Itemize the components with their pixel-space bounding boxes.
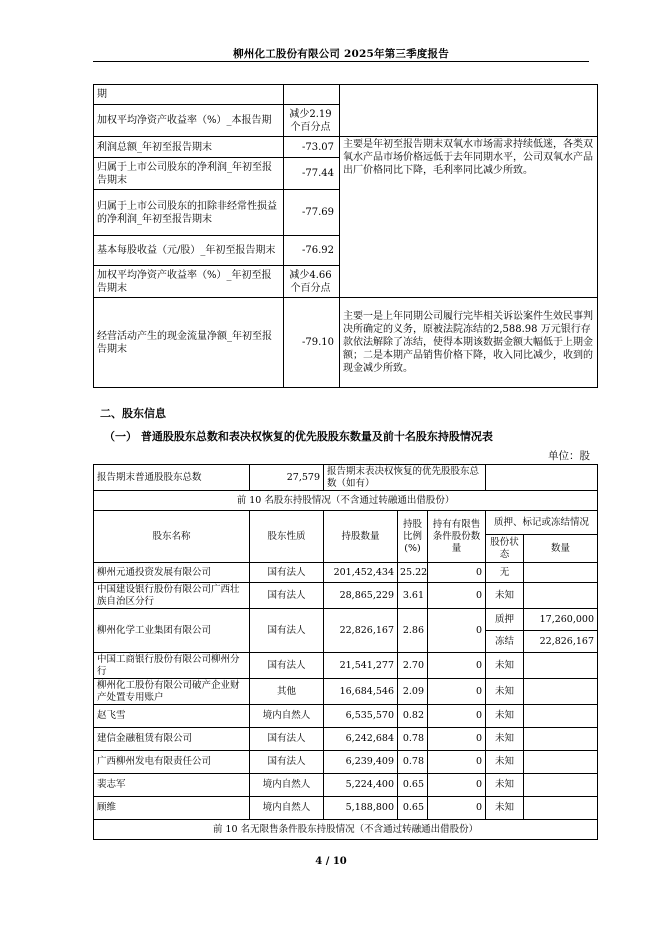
header-shares: 持股数量 — [324, 511, 398, 563]
holder-name: 赵飞雪 — [94, 705, 250, 728]
holder-name: 中国工商银行股份有限公司柳州分行 — [94, 653, 250, 679]
holder-shares: 6,535,570 — [324, 705, 398, 728]
indicator-name: 归属于上市公司股东的扣除非经常性损益的净利润_年初至报告期末 — [94, 190, 284, 236]
header-restricted: 持有有限售条件股份数量 — [428, 511, 486, 563]
holder-nature: 国有法人 — [250, 583, 324, 609]
unrestricted-title: 前 10 名无限售条件股东持股情况（不含通过转融通出借股份） — [94, 820, 598, 840]
holder-shares: 16,684,546 — [324, 679, 398, 705]
holder-qty — [524, 705, 598, 728]
indicator-name: 加权平均净资产收益率（%）_本报告期 — [94, 105, 284, 137]
table-row — [94, 705, 598, 728]
holder-restricted: 0 — [428, 679, 486, 705]
holder-shares: 5,188,800 — [324, 797, 398, 820]
holder-shares: 6,239,409 — [324, 751, 398, 774]
holder-nature: 境内自然人 — [250, 774, 324, 797]
preferred-holders-value — [486, 465, 598, 491]
holder-status: 未知 — [486, 679, 524, 705]
holder-status: 冻结 — [486, 631, 524, 653]
holder-name: 建信金融租赁有限公司 — [94, 728, 250, 751]
indicator-name: 归属于上市公司股东的净利润_年初至报告期末 — [94, 158, 284, 190]
page-header: 柳州化工股份有限公司 2025年第三季度报告 — [233, 48, 449, 60]
total-holders-label: 报告期末普通股股东总数 — [94, 465, 250, 491]
holder-nature: 境内自然人 — [250, 797, 324, 820]
holder-shares: 6,242,684 — [324, 728, 398, 751]
holder-shares: 21,541,277 — [324, 653, 398, 679]
holder-qty — [524, 774, 598, 797]
holder-name: 柳州化学工业集团有限公司 — [94, 609, 250, 653]
holder-status: 未知 — [486, 774, 524, 797]
indicator-reason — [340, 85, 598, 137]
holder-ratio: 2.86 — [398, 609, 428, 653]
holder-shares: 22,826,167 — [324, 609, 398, 653]
header-ratio: 持股比例(%) — [398, 511, 428, 563]
table-row — [94, 137, 598, 158]
indicator-reason: 主要一是上年同期公司履行完毕相关诉讼案件生效民事判决所确定的义务，原被法院冻结的2,588.98 万元银行存款依法解除了冻结，使得本期该数据金额大幅低于上期金额；二是本期产品销售价格下降，收入同比减少，收到的现金减少所致。 — [340, 298, 598, 388]
holder-name: 中国建设银行股份有限公司广西壮族自治区分行 — [94, 583, 250, 609]
holder-nature: 其他 — [250, 679, 324, 705]
table-row — [94, 609, 598, 631]
table-row — [94, 751, 598, 774]
indicator-value: 减少2.19个百分点 — [284, 105, 340, 137]
header-pledge: 质押、标记或冻结情况 — [486, 511, 598, 535]
holder-restricted: 0 — [428, 705, 486, 728]
header-qty: 数量 — [524, 535, 598, 563]
holder-qty — [524, 563, 598, 583]
indicator-name: 期 — [94, 85, 284, 105]
indicator-name: 加权平均净资产收益率（%）_年初至报告期末 — [94, 266, 284, 298]
indicator-value: -76.92 — [284, 236, 340, 266]
table-row — [94, 298, 598, 388]
holder-qty — [524, 728, 598, 751]
table-row — [94, 465, 598, 491]
table-row — [94, 653, 598, 679]
holder-status: 未知 — [486, 797, 524, 820]
holder-status: 未知 — [486, 583, 524, 609]
indicator-value: -77.69 — [284, 190, 340, 236]
indicator-name: 利润总额_年初至报告期末 — [94, 137, 284, 158]
holder-nature: 国有法人 — [250, 609, 324, 653]
holder-restricted: 0 — [428, 609, 486, 653]
holder-restricted: 0 — [428, 728, 486, 751]
table-row — [94, 679, 598, 705]
holder-name: 广西柳州发电有限责任公司 — [94, 751, 250, 774]
indicator-value: -77.44 — [284, 158, 340, 190]
holder-restricted: 0 — [428, 751, 486, 774]
holder-qty — [524, 583, 598, 609]
table-row — [94, 563, 598, 583]
holder-shares: 201,452,434 — [324, 563, 398, 583]
holder-restricted: 0 — [428, 563, 486, 583]
subsection-title: （一） 普通股股东总数和表决权恢复的优先股股东数量及前十名股东持股情况表 — [104, 430, 493, 443]
holder-shares: 28,865,229 — [324, 583, 398, 609]
unit-label: 单位：股 — [548, 450, 590, 462]
holder-qty: 17,260,000 — [524, 609, 598, 631]
holder-name: 裴志军 — [94, 774, 250, 797]
holder-name: 柳州元通投资发展有限公司 — [94, 563, 250, 583]
header-status: 股份状态 — [486, 535, 524, 563]
holder-nature: 国有法人 — [250, 728, 324, 751]
holder-qty: 22,826,167 — [524, 631, 598, 653]
holder-ratio: 2.70 — [398, 653, 428, 679]
holder-name: 顾维 — [94, 797, 250, 820]
holder-qty — [524, 797, 598, 820]
indicator-name: 基本每股收益（元/股）_年初至报告期末 — [94, 236, 284, 266]
table-row — [94, 491, 598, 511]
table-header-row — [94, 511, 598, 535]
holder-status: 未知 — [486, 653, 524, 679]
indicator-value: 减少4.66个百分点 — [284, 266, 340, 298]
holder-status: 质押 — [486, 609, 524, 631]
holder-ratio: 0.82 — [398, 705, 428, 728]
top10-title: 前 10 名股东持股情况（不含通过转融通出借股份） — [94, 491, 598, 511]
table-row — [94, 797, 598, 820]
holder-restricted: 0 — [428, 797, 486, 820]
holder-restricted: 0 — [428, 583, 486, 609]
indicator-value — [284, 85, 340, 105]
holder-ratio: 2.09 — [398, 679, 428, 705]
holder-status: 未知 — [486, 705, 524, 728]
header-nature: 股东性质 — [250, 511, 324, 563]
table-row — [94, 583, 598, 609]
holder-nature: 境内自然人 — [250, 705, 324, 728]
holder-ratio: 3.61 — [398, 583, 428, 609]
table-row — [94, 728, 598, 751]
total-holders-value: 27,579 — [250, 465, 324, 491]
holder-status: 未知 — [486, 728, 524, 751]
holder-ratio: 0.65 — [398, 797, 428, 820]
holder-nature: 国有法人 — [250, 751, 324, 774]
holder-nature: 国有法人 — [250, 563, 324, 583]
holder-shares: 5,224,400 — [324, 774, 398, 797]
holder-qty — [524, 751, 598, 774]
preferred-holders-label: 报告期末表决权恢复的优先股股东总数（如有） — [324, 465, 486, 491]
indicator-value: -73.07 — [284, 137, 340, 158]
holder-ratio: 25.22 — [398, 563, 428, 583]
holder-ratio: 0.78 — [398, 728, 428, 751]
holder-ratio: 0.78 — [398, 751, 428, 774]
indicator-name: 经营活动产生的现金流量净额_年初至报告期末 — [94, 298, 284, 388]
header-name: 股东名称 — [94, 511, 250, 563]
table-row — [94, 774, 598, 797]
indicator-reason: 主要是年初至报告期末双氧水市场需求持续低迷，各类双氧水产品市场价格远低于去年同期水平，公司双氧水产品出厂价格同比下降，毛利率同比减少所致。 — [340, 137, 598, 298]
holder-qty — [524, 679, 598, 705]
holder-nature: 国有法人 — [250, 653, 324, 679]
section-title: 二、股东信息 — [100, 407, 166, 420]
table-row — [94, 820, 598, 840]
shareholder-table — [93, 464, 598, 840]
holder-restricted: 0 — [428, 653, 486, 679]
holder-ratio: 0.65 — [398, 774, 428, 797]
holder-restricted: 0 — [428, 774, 486, 797]
indicator-value: -79.10 — [284, 298, 340, 388]
indicator-change-table — [93, 84, 598, 388]
header-rule — [93, 61, 589, 62]
holder-status: 未知 — [486, 751, 524, 774]
page-number: 4 / 10 — [315, 856, 347, 867]
holder-name: 柳州化工股份有限公司破产企业财产处置专用账户 — [94, 679, 250, 705]
holder-status: 无 — [486, 563, 524, 583]
table-row — [94, 85, 598, 105]
holder-qty — [524, 653, 598, 679]
